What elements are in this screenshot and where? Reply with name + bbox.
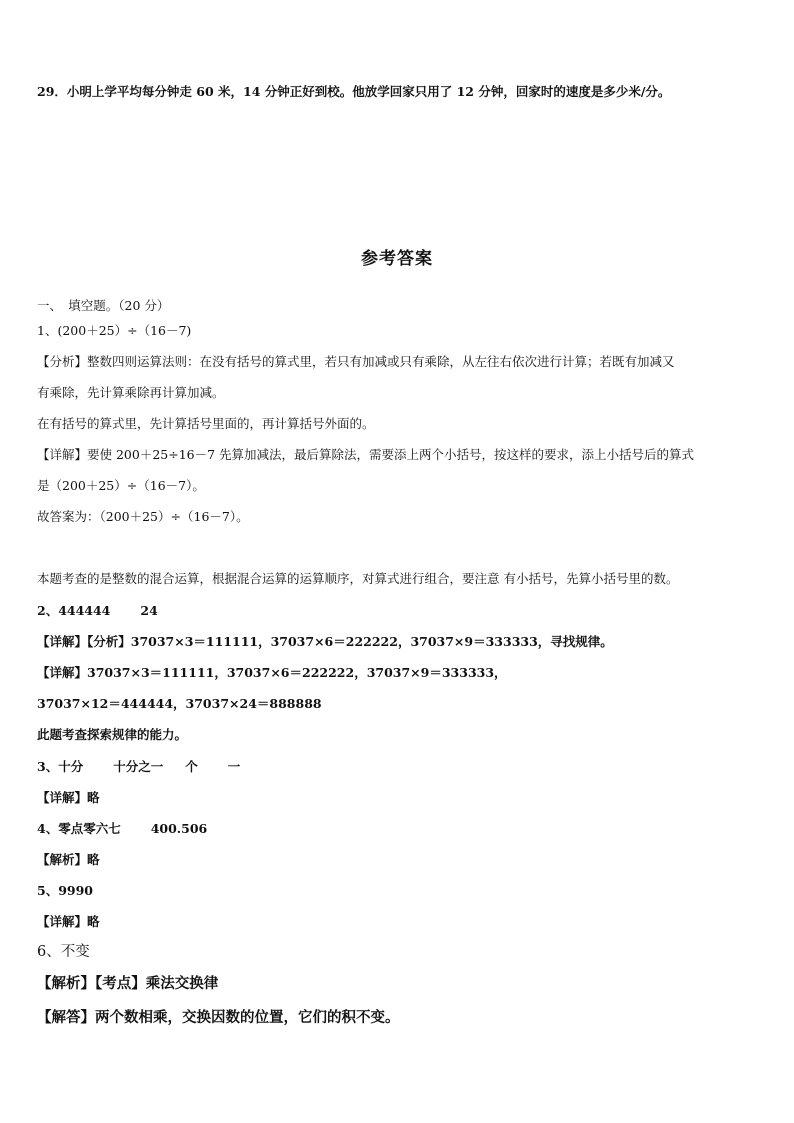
section-heading: 一、 填空题。（20 分） — [37, 298, 170, 313]
answer-3 — [37, 759, 764, 775]
answer-1-conclusion: 故答案为：（200＋25）÷（16－7）。 — [37, 509, 249, 524]
answer-2-line-1: 【详解】【分析】37037×3＝111111，37037×6＝222222，37037×9＝333333，寻找规律。 — [37, 634, 613, 649]
answer-4-detail: 【解析】略 — [37, 852, 100, 867]
answer-1-note: 本题考查的是整数的混合运算，根据混合运算的运算顺序，对算式进行组合，要注意 有小括号，先算小括号里的数。 — [37, 571, 679, 586]
answer-1-analysis-line-2: 有乘除，先计算乘除再计算加减。 — [37, 385, 225, 400]
question-29: 29．小明上学平均每分钟走 60 米，14 分钟正好到校。他放学回家只用了 12 分钟，回家时的速度是多少米/分。 — [37, 84, 671, 99]
answer-2-part-2: 24 — [140, 603, 158, 618]
answer-6-point: 【解析】【考点】乘法交换律 — [37, 975, 219, 992]
answer-2-part-1: 2、444444 — [37, 603, 111, 618]
answer-3-detail: 【详解】略 — [37, 790, 100, 805]
answer-2-note: 此题考查探索规律的能力。 — [37, 727, 188, 742]
answer-1-analysis-line-1: 【分析】整数四则运算法则：在没有括号的算式里，若只有加减或只有乘除，从左往右依次进行计算；若既有加减又 — [37, 354, 675, 369]
answer-6-solution: 【解答】两个数相乘，交换因数的位置，它们的积不变。 — [37, 1009, 400, 1026]
answer-1-detail-line-2: 是（200＋25）÷（16－7）。 — [37, 478, 205, 493]
answer-3-part-3: 个 — [185, 759, 198, 774]
answer-1-detail-line-1: 【详解】要使 200＋25÷16－7 先算加减法，最后算除法，需要添上两个小括号，按这样的要求，添上小括号后的算式 — [37, 447, 695, 462]
answer-3-part-4: 一 — [227, 759, 241, 774]
answer-2 — [37, 603, 764, 619]
answer-1: 1、(200＋25）÷（16－7) — [37, 323, 192, 338]
answer-3-part-1: 3、十分 — [37, 759, 84, 774]
answer-3-part-2: 十分之一 — [113, 759, 164, 774]
answers-title: 参考答案 — [361, 249, 433, 269]
answer-2-line-3: 37037×12＝444444，37037×24＝888888 — [37, 696, 322, 711]
answer-6: 6、不变 — [37, 944, 90, 960]
answer-4 — [37, 821, 764, 837]
answer-2-line-2: 【详解】37037×3＝111111，37037×6＝222222，37037×9＝333333， — [37, 665, 507, 680]
answer-4-part-2: 400.506 — [150, 821, 208, 836]
answer-5: 5、9990 — [37, 883, 93, 898]
answer-4-part-1: 4、零点零六七 — [37, 821, 121, 836]
answer-5-detail: 【详解】略 — [37, 914, 100, 929]
answer-1-analysis-line-3: 在有括号的算式里，先计算括号里面的，再计算括号外面的。 — [37, 416, 375, 431]
